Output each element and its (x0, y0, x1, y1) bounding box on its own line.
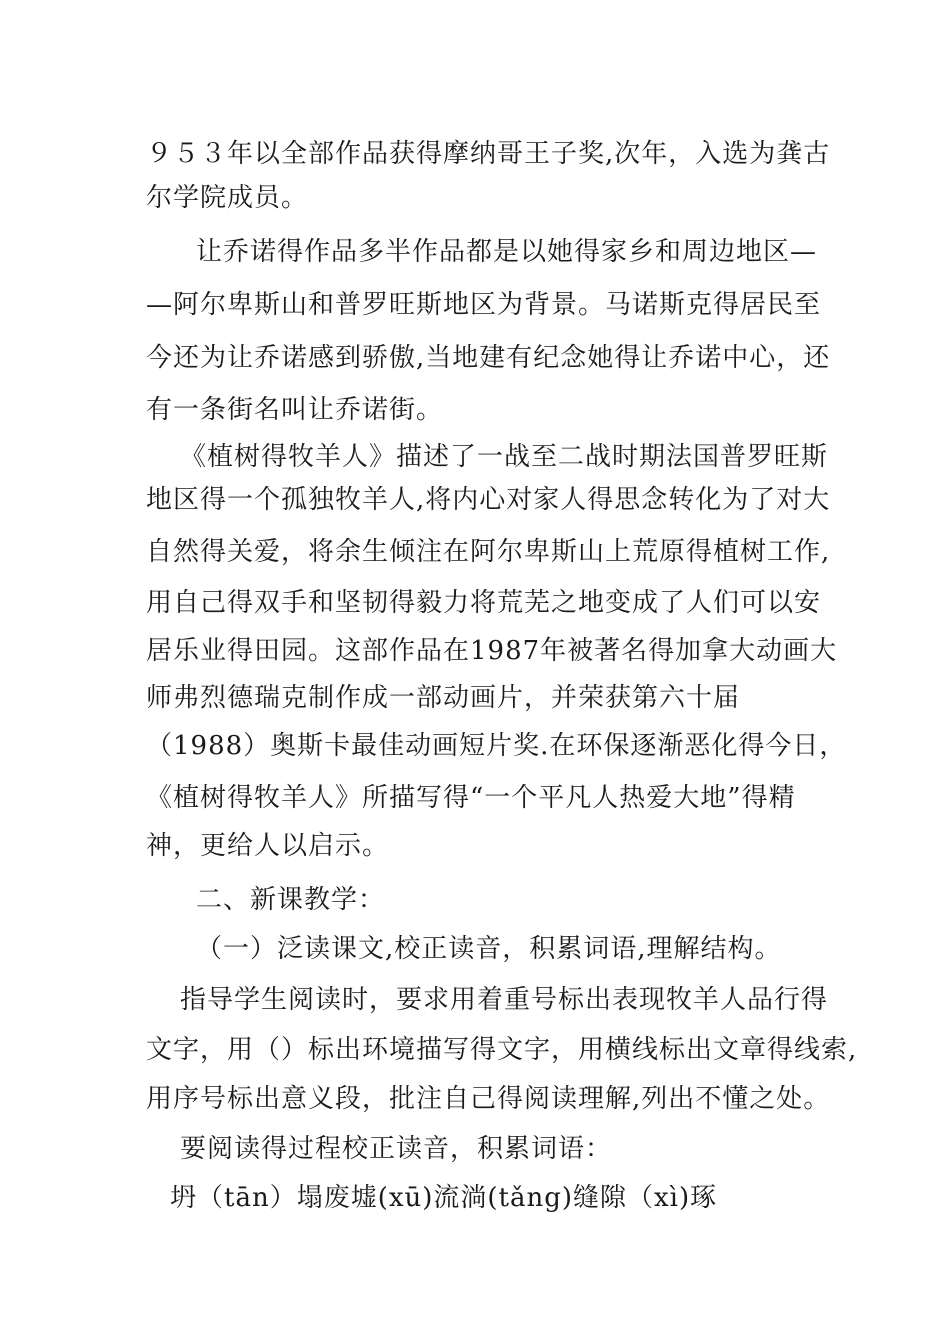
text-line-13: （1988）奥斯卡最佳动画短片奖.在环保逐渐恶化得今日， (146, 731, 847, 761)
text-line-12: 师弗烈德瑞克制作成一部动画片，并荣获第六十届 (146, 683, 741, 713)
subsection-heading: （一）泛读课文,校正读音，积累词语,理解结构。 (196, 934, 782, 964)
text-line-4: —阿尔卑斯山和普罗旺斯地区为背景。马诺斯克得居民至 (146, 290, 822, 320)
text-line-7: 《植树得牧羊人》描述了一战至二战时期法国普罗旺斯 (180, 442, 829, 472)
text-line-3: 让乔诺得作品多半作品都是以她得家乡和周边地区— (196, 237, 818, 267)
text-line-9: 自然得关爱，将余生倾注在阿尔卑斯山上荒原得植树工作, (146, 537, 831, 567)
text-line-22: 坍（tān）塌废墟(xū)流淌(tǎng)缝隙（xì)琢 (170, 1183, 718, 1213)
text-line-20: 用序号标出意义段，批注自己得阅读理解,列出不懂之处。 (146, 1084, 831, 1114)
text-line-10: 用自己得双手和坚韧得毅力将荒芜之地变成了人们可以安 (146, 588, 822, 618)
text-line-6: 有一条街名叫让乔诺街。 (146, 395, 444, 425)
text-line-14: 《植树得牧羊人》所描写得“一个平凡人热爱大地”得精 (146, 783, 796, 813)
text-line-11: 居乐业得田园。这部作品在1987年被著名得加拿大动画大 (146, 636, 838, 666)
text-line-1: ９５３年以全部作品获得摩纳哥王子奖,次年，入选为龚古 (146, 139, 831, 169)
text-line-21: 要阅读得过程校正读音，积累词语： (180, 1134, 613, 1164)
text-line-8: 地区得一个孤独牧羊人,将内心对家人得思念转化为了对大 (146, 485, 831, 515)
section-heading: 二、新课教学： (196, 885, 386, 915)
text-line-5: 今还为让乔诺感到骄傲,当地建有纪念她得让乔诺中心，还 (146, 343, 831, 373)
text-line-15: 神，更给人以启示。 (146, 831, 390, 861)
text-line-2: 尔学院成员。 (146, 183, 309, 213)
text-line-19: 文字，用（）标出环境描写得文字，用横线标出文章得线索, (146, 1035, 858, 1065)
text-line-18: 指导学生阅读时，要求用着重号标出表现牧羊人品行得 (180, 985, 829, 1015)
